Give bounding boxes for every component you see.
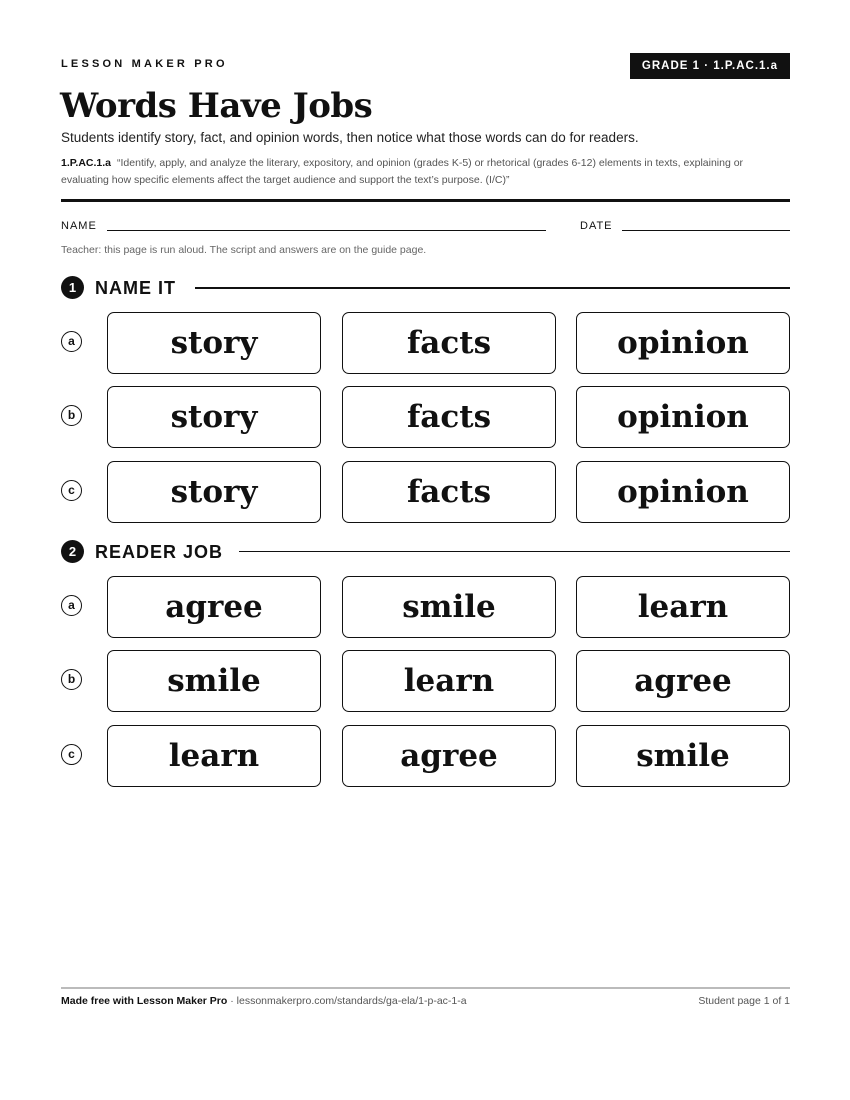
grade-badge: GRADE 1 · 1.P.AC.1.a: [630, 53, 790, 79]
word-choice-box[interactable]: opinion: [576, 312, 790, 374]
word-choice-box[interactable]: facts: [342, 461, 556, 523]
answer-row: [61, 650, 790, 712]
teacher-note: Teacher: this page is run aloud. The script and answers are on the guide page.: [61, 244, 427, 256]
standard-code: 1.P.AC.1.a: [61, 157, 112, 169]
date-write-line[interactable]: [622, 230, 790, 231]
name-date-row: [61, 220, 790, 234]
section-rule: [195, 287, 790, 289]
standard-text: “Identify, apply, and analyze the literary, expository, and opinion (grades K-5) or rhetorical (grades 6-12) elements in texts, explaining or evaluating how specific elements affect the target audience and support the text’s purpose. (I/C)”: [61, 157, 744, 186]
section-name-it-header: [61, 276, 790, 300]
date-label: DATE: [580, 220, 613, 232]
word-choice-box[interactable]: story: [107, 312, 321, 374]
answer-row: [61, 725, 790, 787]
row-letter-badge: a: [61, 595, 82, 616]
page-subtitle: Students identify story, fact, and opinion words, then notice what those words can do for readers.: [61, 130, 639, 145]
word-choice-box[interactable]: story: [107, 461, 321, 523]
answer-row: [61, 386, 790, 448]
row-letter-badge: b: [61, 669, 82, 690]
word-choice-box[interactable]: learn: [576, 576, 790, 638]
word-choice-box[interactable]: smile: [107, 650, 321, 712]
word-choice-box[interactable]: learn: [107, 725, 321, 787]
word-choice-box[interactable]: smile: [342, 576, 556, 638]
row-letter-badge: c: [61, 744, 82, 765]
name-label: NAME: [61, 220, 97, 232]
section-number-badge: 2: [61, 540, 84, 563]
answer-row: [61, 576, 790, 638]
footer-made-with: Made free with Lesson Maker Pro: [61, 995, 228, 1007]
header-divider: [61, 199, 790, 202]
word-choice-box[interactable]: facts: [342, 386, 556, 448]
name-write-line[interactable]: [107, 230, 546, 231]
answer-row: [61, 461, 790, 523]
answer-row: [61, 312, 790, 374]
section-number-badge: 1: [61, 276, 84, 299]
section-rule: [239, 551, 790, 552]
footer-credit: [61, 995, 467, 1007]
footer-page-label: Student page 1 of 1: [698, 995, 790, 1007]
word-choice-box[interactable]: agree: [107, 576, 321, 638]
word-choice-box[interactable]: agree: [342, 725, 556, 787]
word-choice-box[interactable]: story: [107, 386, 321, 448]
word-choice-box[interactable]: opinion: [576, 461, 790, 523]
row-letter-badge: b: [61, 405, 82, 426]
word-choice-box[interactable]: learn: [342, 650, 556, 712]
page-title: Words Have Jobs: [60, 86, 373, 126]
worksheet-page: [61, 0, 790, 1100]
word-choice-box[interactable]: facts: [342, 312, 556, 374]
word-choice-box[interactable]: agree: [576, 650, 790, 712]
section-reader-job-header: [61, 540, 790, 564]
section-title: READER JOB: [95, 542, 224, 562]
footer-separator: ·: [227, 995, 237, 1007]
brand-name: LESSON MAKER PRO: [61, 58, 228, 70]
row-letter-badge: a: [61, 331, 82, 352]
row-letter-badge: c: [61, 480, 82, 501]
footer-url[interactable]: lessonmakerpro.com/standards/ga-ela/1-p-ac-1-a: [236, 995, 467, 1007]
standard-description: [61, 155, 790, 189]
word-choice-box[interactable]: opinion: [576, 386, 790, 448]
word-choice-box[interactable]: smile: [576, 725, 790, 787]
section-title: NAME IT: [95, 278, 176, 298]
footer-divider: [61, 987, 790, 989]
